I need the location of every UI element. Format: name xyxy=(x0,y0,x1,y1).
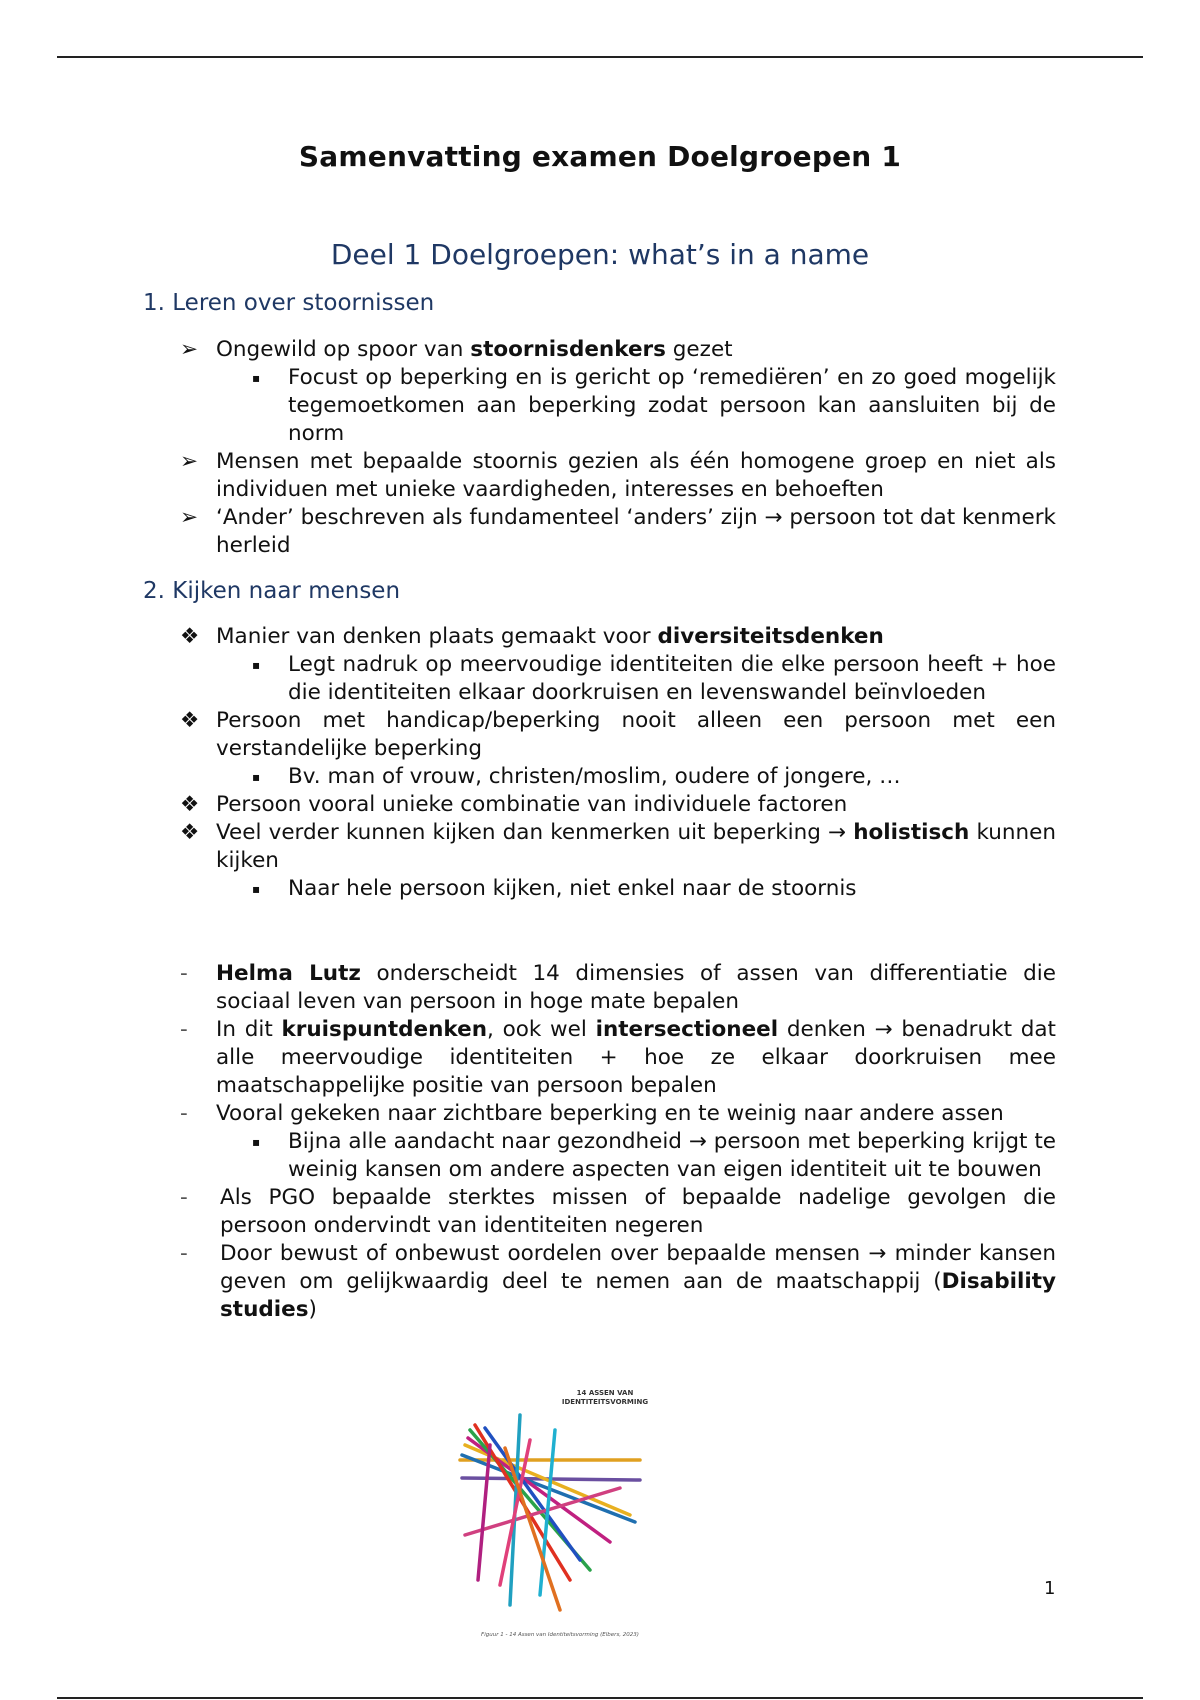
dash-bullet-icon: - xyxy=(180,1101,188,1126)
document-title: Samenvatting examen Doelgroepen 1 xyxy=(298,140,902,173)
square-bullet-icon: ▪ xyxy=(252,1135,261,1149)
list-item: ▪ Legt nadruk op meervoudige identiteiten die elke persoon heeft + hoe die identiteiten elkaar doorkruisen en levenswandel beïnvloeden xyxy=(252,652,1056,705)
list-item: ▪ Bijna alle aandacht naar gezondheid → persoon met beperking krijgt te weinig kansen om andere aspecten van eigen identiteit uit te bouwen xyxy=(252,1129,1056,1182)
list-item: - Vooral gekeken naar zichtbare beperking en te weinig naar andere assen xyxy=(180,1101,1004,1126)
list-item: ❖ Manier van denken plaats gemaakt voor diversiteitsdenken xyxy=(180,624,884,649)
diamond-bullet-icon: ❖ xyxy=(180,708,200,733)
square-bullet-icon: ▪ xyxy=(252,882,261,896)
section-1-list xyxy=(0,336,1200,560)
bottom-rule xyxy=(57,1697,1143,1699)
list-item: - Door bewust of onbewust oordelen over bepaalde mensen → minder kansen geven om gelijkwaardig deel te nemen aan de maatschappij (Disability studies) xyxy=(180,1241,1056,1322)
list-item: - Als PGO bepaalde sterktes missen of bepaalde nadelige gevolgen die persoon ondervindt van identiteiten negeren xyxy=(180,1185,1056,1238)
list-item: ▪ Bv. man of vrouw, christen/moslim, oudere of jongere, … xyxy=(252,764,901,789)
dash-bullet-icon: - xyxy=(180,1185,188,1210)
list-item: ❖ Persoon met handicap/beperking nooit alleen een persoon met een verstandelijke beperking xyxy=(180,708,1056,761)
diamond-bullet-icon: ❖ xyxy=(180,624,200,649)
dash-bullet-icon: - xyxy=(180,961,188,986)
arrow-bullet-icon: ➢ xyxy=(180,505,199,530)
square-bullet-icon: ▪ xyxy=(252,658,261,672)
list-item: ❖ Veel verder kunnen kijken dan kenmerken uit beperking → holistisch kunnen kijken xyxy=(180,820,1056,873)
list-item: ▪ Naar hele persoon kijken, niet enkel naar de stoornis xyxy=(252,876,857,901)
list-item: ➢ Ongewild op spoor van stoornisdenkers gezet xyxy=(180,337,733,362)
top-rule xyxy=(57,56,1143,58)
dash-list xyxy=(0,960,1200,1324)
page-number: 1 xyxy=(1044,1578,1056,1599)
section-2-list xyxy=(0,623,1200,903)
section-2-heading: 2. Kijken naar mensen xyxy=(143,578,401,604)
square-bullet-icon: ▪ xyxy=(252,770,261,784)
square-bullet-icon: ▪ xyxy=(252,371,261,385)
list-item: ➢ Mensen met bepaalde stoornis gezien als één homogene groep en niet als individuen met unieke vaardigheden, interesses en behoeften xyxy=(180,449,1056,502)
list-item: ❖ Persoon vooral unieke combinatie van individuele factoren xyxy=(180,792,848,817)
list-item: ➢ ‘Ander’ beschreven als fundamenteel ‘anders’ zijn → persoon tot dat kenmerk herleid xyxy=(180,505,1056,558)
list-item: ▪ Focust op beperking en is gericht op ‘remediëren’ en zo goed mogelijk tegemoetkomen aan beperking zodat persoon kan aansluiten bij de norm xyxy=(252,365,1056,446)
part-heading: Deel 1 Doelgroepen: what’s in a name xyxy=(330,238,870,271)
section-1-heading: 1. Leren over stoornissen xyxy=(143,290,435,316)
figure-caption: Figuur 1 - 14 Assen van Identiteitsvorming (Elbers, 2023) xyxy=(481,1632,639,1638)
figure-title-line1: 14 ASSEN VAN xyxy=(576,1389,634,1397)
dash-bullet-icon: - xyxy=(180,1017,188,1042)
diamond-bullet-icon: ❖ xyxy=(180,820,200,845)
arrow-bullet-icon: ➢ xyxy=(180,449,199,474)
dash-bullet-icon: - xyxy=(180,1241,188,1266)
list-item: - In dit kruispuntdenken, ook wel intersectioneel denken → benadrukt dat alle meervoudige identiteiten + hoe ze elkaar doorkruisen mee maatschappelijke positie van persoon bepalen xyxy=(180,1017,1056,1098)
figure-title-line2: IDENTITEITSVORMING xyxy=(561,1398,649,1406)
arrow-bullet-icon: ➢ xyxy=(180,337,199,362)
list-item: - Helma Lutz onderscheidt 14 dimensies of assen van differentiatie die sociaal leven van persoon in hoge mate bepalen xyxy=(180,961,1056,1014)
diamond-bullet-icon: ❖ xyxy=(180,792,200,817)
identity-axes-figure xyxy=(450,1370,670,1640)
